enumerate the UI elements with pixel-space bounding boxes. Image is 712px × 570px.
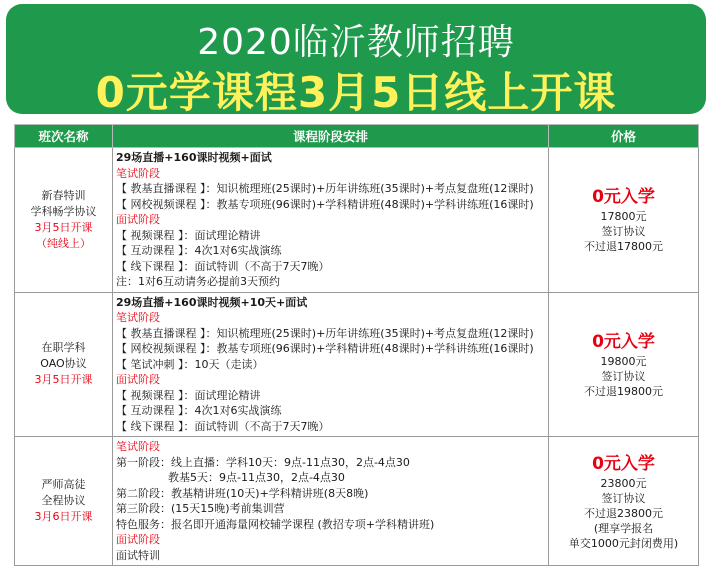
class-name-cell	[15, 292, 113, 437]
schedule-cell	[113, 148, 549, 293]
price-line: 17800元	[600, 210, 647, 224]
schedule-line: 【 网校视频课程 】：教基专项班(96课时)+学科精讲班(48课时)+学科讲练班(16课时)	[116, 342, 534, 355]
column-header-schedule: 课程阶段安排	[113, 125, 549, 148]
schedule-line: 面试阶段	[116, 373, 160, 386]
schedule-line: 面试特训	[116, 548, 160, 562]
class-name-cell	[15, 148, 113, 293]
price-headline: 0元入学	[592, 187, 655, 208]
class-name-line: 全程协议	[41, 494, 86, 507]
class-name-line: OAO协议	[40, 357, 87, 371]
schedule-line: 笔试阶段	[116, 166, 160, 180]
price-cell	[549, 148, 699, 293]
price-headline: 0元入学	[592, 331, 655, 352]
class-name-cell	[15, 437, 113, 566]
schedule-line: 注：1对6互动请务必提前3天预约	[116, 275, 280, 288]
schedule-line: 【 互动课程 】：4次1对6实战演练	[116, 404, 282, 417]
price-line: 19800元	[600, 354, 647, 368]
schedule-line: 笔试阶段	[116, 311, 160, 324]
column-header-price: 价格	[549, 125, 699, 148]
price-line: 23800元	[600, 476, 647, 490]
schedule-line: 【 笔试冲刺 】：10天（走读）	[116, 357, 264, 371]
price-line: (理享学报名	[593, 521, 654, 535]
schedule-line: 【 线下课程 】：面试特训（不高于7天7晚）	[116, 259, 330, 273]
schedule-line: 特色服务：报名即开通海量网校辅学课程 (教招专项+学科精讲班)	[116, 517, 435, 531]
class-name-line: 严师高徒	[41, 478, 86, 491]
start-date: 3月6日开课	[34, 510, 93, 523]
column-header-class-name: 班次名称	[15, 125, 113, 148]
schedule-line: 【 网校视频课程 】：教基专项班(96课时)+学科精讲班(48课时)+学科讲练班(16课时)	[116, 197, 534, 211]
course-table	[14, 124, 699, 566]
schedule-line: 29场直播+160课时视频+10天+面试	[116, 295, 308, 309]
schedule-line: 面试阶段	[116, 533, 160, 546]
price-line: 签订协议	[601, 491, 646, 505]
schedule-line: 【 视频课程 】：面试理论精讲	[116, 228, 261, 242]
price-cell	[549, 292, 699, 437]
price-cell	[549, 437, 699, 566]
title-banner	[6, 4, 706, 117]
schedule-line: 29场直播+160课时视频+面试	[116, 151, 272, 164]
table-row	[15, 148, 699, 293]
price-headline: 0元入学	[592, 453, 655, 474]
schedule-line: 教基5天：9点-11点30，2点-4点30	[168, 471, 345, 484]
page-subtitle: 0元学课程3月5日线上开课	[95, 68, 617, 117]
schedule-cell	[113, 437, 549, 566]
schedule-line: 【 教基直播课程 】：知识梳理班(25课时)+历年讲练班(35课时)+考点复盘班(12课时)	[116, 326, 534, 340]
price-line: 签订协议	[601, 369, 646, 383]
schedule-line: 面试阶段	[116, 213, 160, 226]
start-date: 3月5日开课	[34, 220, 93, 234]
schedule-line: 笔试阶段	[116, 440, 160, 453]
schedule-line: 第一阶段：线上直播：学科10天：9点-11点30，2点-4点30	[116, 455, 410, 469]
schedule-line: 【 线下课程 】：面试特训（不高于7天7晚）	[116, 419, 330, 433]
table-row	[15, 292, 699, 437]
class-name-line: 学科畅学协议	[30, 204, 97, 218]
price-line: 不过退23800元	[584, 506, 663, 520]
schedule-line: 【 教基直播课程 】：知识梳理班(25课时)+历年讲练班(35课时)+考点复盘班(12课时)	[116, 182, 534, 195]
class-note: （纯线上）	[36, 236, 91, 250]
class-name-line: 新春特训	[41, 188, 86, 202]
price-line: 不过退17800元	[584, 240, 663, 254]
table-row	[15, 437, 699, 566]
page-title: 2020临沂教师招聘	[197, 22, 515, 63]
schedule-cell	[113, 292, 549, 437]
schedule-line: 第三阶段：(15天15晚)考前集训营	[116, 502, 285, 515]
price-line: 单交1000元封闭费用)	[568, 536, 679, 550]
start-date: 3月5日开课	[34, 373, 93, 387]
price-line: 签订协议	[601, 225, 646, 239]
schedule-line: 第二阶段：教基精讲班(10天)+学科精讲班(8天8晚)	[116, 486, 369, 500]
table-header-row	[15, 125, 699, 148]
class-name-line: 在职学科	[41, 341, 86, 355]
price-line: 不过退19800元	[584, 384, 663, 398]
schedule-line: 【 互动课程 】：4次1对6实战演练	[116, 244, 282, 257]
schedule-line: 【 视频课程 】：面试理论精讲	[116, 388, 261, 402]
